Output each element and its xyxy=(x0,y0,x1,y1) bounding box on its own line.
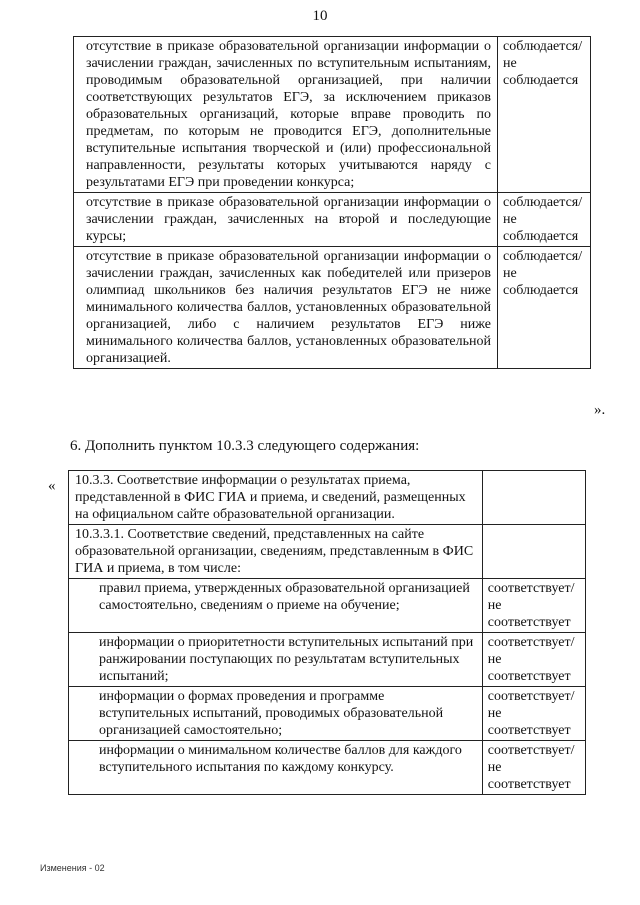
status-line: не xyxy=(487,598,502,613)
status-line: не xyxy=(503,212,517,227)
empty-status-cell xyxy=(482,471,585,525)
status-line: соблюдается xyxy=(503,229,579,244)
status-line: не xyxy=(503,56,517,71)
requirement-cell: отсутствие в приказе образовательной организации информации о зачислении граждан, зачисленных как победителей или призеров олимпиад школьников без наличия результатов ЕГЭ не ниже минимального количества баллов, установленных образовательной организацией, либо с наличием результатов ЕГЭ ниже минимального количества баллов, установленных образовательной организацией. xyxy=(74,247,498,369)
item-cell: информации о формах проведения и программе вступительных испытаний, проводимых образовательной организацией самостоятельно; xyxy=(69,687,483,741)
status-cell xyxy=(498,37,591,193)
page-number: 10 xyxy=(312,8,328,24)
table-row xyxy=(69,633,586,687)
table-row xyxy=(69,687,586,741)
closing-quote: ». xyxy=(594,402,606,418)
status-line: соответствует/ xyxy=(487,581,575,596)
status-line: соблюдается/ xyxy=(503,195,583,210)
requirements-table-2 xyxy=(68,470,586,795)
section-header-cell: 10.3.3. Соответствие информации о результатах приема, представленной в ФИС ГИА и приема, и сведений, размещенных на официальном сайте образовательной организации. xyxy=(69,471,483,525)
status-line: соответствует xyxy=(487,615,571,630)
table-row xyxy=(69,741,586,795)
item-cell: информации о приоритетности вступительных испытаний при ранжировании поступающих по результатам вступительных испытаний; xyxy=(69,633,483,687)
status-line: не xyxy=(487,706,502,721)
opening-quote: « xyxy=(48,478,56,494)
status-line: не xyxy=(487,760,502,775)
requirements-table-1 xyxy=(73,36,591,369)
status-line: соблюдается xyxy=(503,283,579,298)
status-line: не xyxy=(487,652,502,667)
status-cell xyxy=(482,687,585,741)
status-cell xyxy=(498,193,591,247)
item-cell: информации о минимальном количестве баллов для каждого вступительного испытания по каждому конкурсу. xyxy=(69,741,483,795)
status-line: соответствует/ xyxy=(487,635,575,650)
status-cell xyxy=(498,247,591,369)
status-cell xyxy=(482,633,585,687)
table-row xyxy=(74,247,591,369)
footer-revision: Изменения - 02 xyxy=(40,863,105,873)
table-row xyxy=(69,525,586,579)
status-line: соответствует/ xyxy=(487,743,575,758)
table-row xyxy=(74,37,591,193)
status-cell xyxy=(482,579,585,633)
subsection-header-cell: 10.3.3.1. Соответствие сведений, представленных на сайте образовательной организации, сведениям, представленным в ФИС ГИА и приема, в том числе: xyxy=(69,525,483,579)
requirement-cell: отсутствие в приказе образовательной организации информации о зачислении граждан, зачисленных по вступительным испытаниям, проводимым образовательной организацией, при наличии соответствующих результатов ЕГЭ, за исключением приказов образовательных организаций, которые вправе проводить по предметам, по которым не проводится ЕГЭ, дополнительные вступительные испытания творческой и (или) профессиональной направленности, результаты которых учитываются наряду с результатами ЕГЭ при проведении конкурса; xyxy=(74,37,498,193)
status-line: соответствует/ xyxy=(487,689,575,704)
table-row xyxy=(74,193,591,247)
status-line: соответствует xyxy=(487,669,571,684)
item-cell: правил приема, утвержденных образовательной организацией самостоятельно, сведениям о приеме на обучение; xyxy=(69,579,483,633)
status-line: соблюдается xyxy=(503,73,579,88)
status-line: соблюдается/ xyxy=(503,39,583,54)
status-cell xyxy=(482,741,585,795)
empty-status-cell xyxy=(482,525,585,579)
status-line: соответствует xyxy=(487,777,571,792)
amendment-line: 6. Дополнить пунктом 10.3.3 следующего содержания: xyxy=(70,438,420,454)
status-line: не xyxy=(503,266,517,281)
status-line: соблюдается/ xyxy=(503,249,583,264)
requirement-cell: отсутствие в приказе образовательной организации информации о зачислении граждан, зачисленных на второй и последующие курсы; xyxy=(74,193,498,247)
status-line: соответствует xyxy=(487,723,571,738)
table-row xyxy=(69,579,586,633)
table-row xyxy=(69,471,586,525)
